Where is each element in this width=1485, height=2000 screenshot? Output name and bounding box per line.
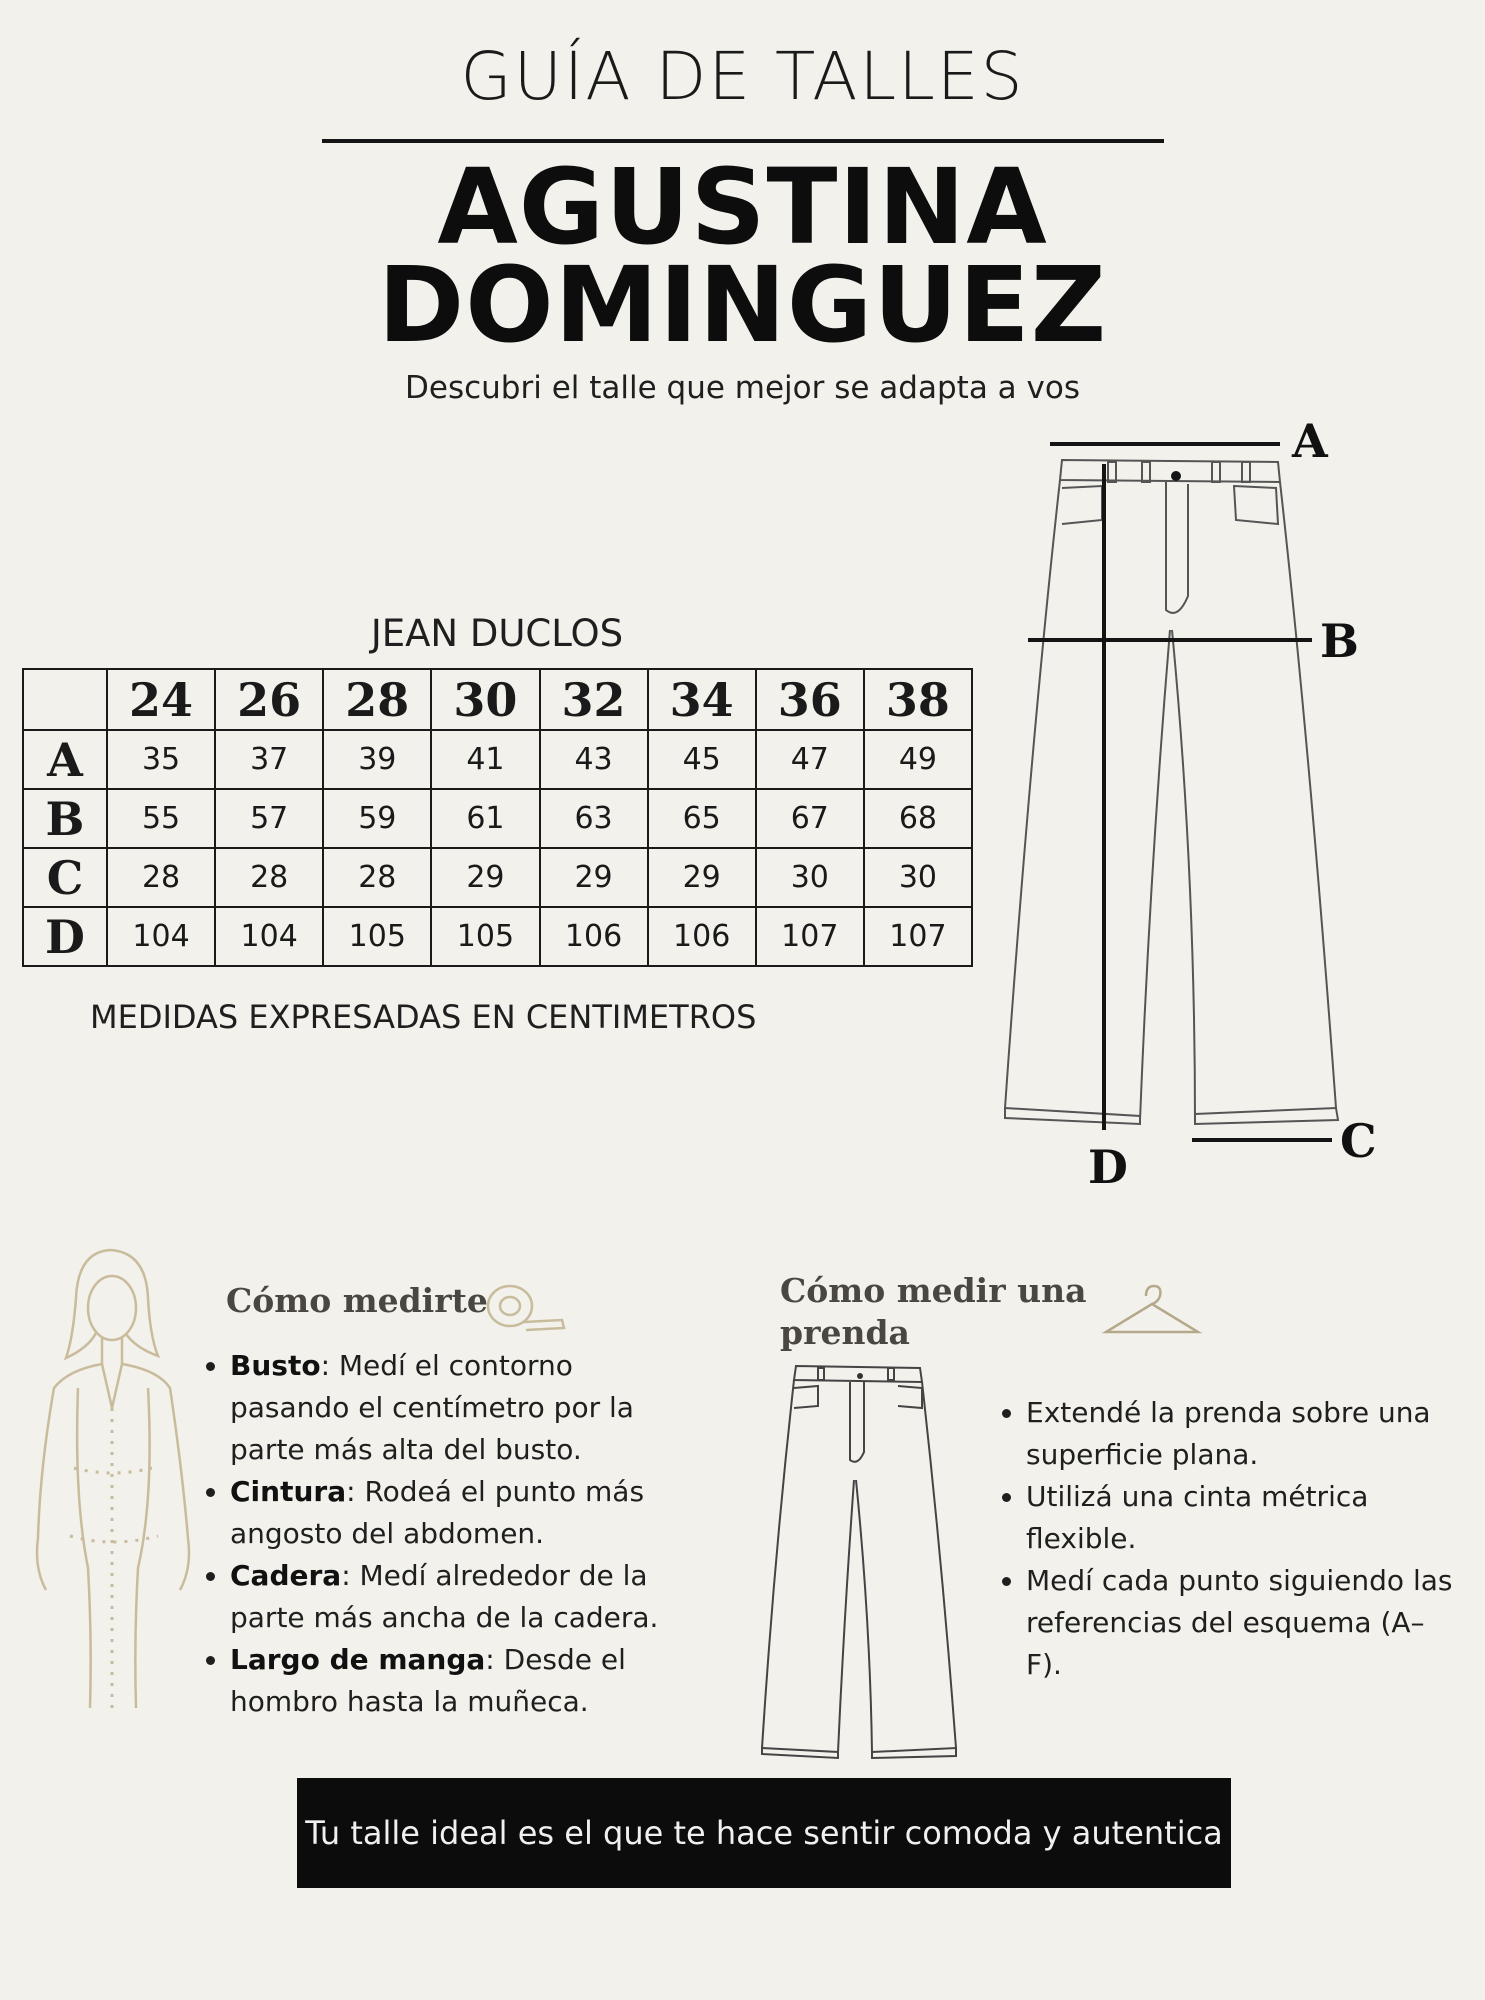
measure-cell: 28 [107,848,215,907]
measure-cell: 107 [756,907,864,966]
table-row [23,730,972,789]
measure-cell: 104 [107,907,215,966]
measure-cell: 106 [540,907,648,966]
table-row [23,907,972,966]
measure-cell: 104 [215,907,323,966]
units-note: MEDIDAS EXPRESADAS EN CENTIMETROS [90,998,757,1036]
how-to-measure-title: Cómo medirte [226,1281,488,1320]
measure-cell: 107 [864,907,972,966]
hanger-icon [1100,1282,1204,1340]
measure-cell: 28 [323,848,431,907]
measure-cell: 47 [756,730,864,789]
list-item: • Utilizá una cinta métrica flexible. [1026,1476,1456,1560]
guide-title: GUÍA DE TALLES [460,38,1025,115]
list-item: • Extendé la prenda sobre una superficie plana. [1026,1392,1456,1476]
product-name: JEAN DUCLOS [370,612,624,655]
diagram-label-d: D [1088,1140,1128,1194]
measure-cell: 41 [431,730,539,789]
measure-cell: 30 [864,848,972,907]
size-header: 34 [648,669,756,730]
item-text: : Desde el hombro hasta la muñeca. [230,1643,626,1718]
measure-cell: 57 [215,789,323,848]
measure-cell: 55 [107,789,215,848]
size-header: 32 [540,669,648,730]
brand-name [0,146,1485,366]
measure-cell: 29 [540,848,648,907]
measure-cell: 45 [648,730,756,789]
size-header: 24 [107,669,215,730]
term-cintura: Cintura [230,1475,347,1508]
measure-cell: 65 [648,789,756,848]
measure-cell: 29 [431,848,539,907]
measure-cell: 37 [215,730,323,789]
brand-line-2: DOMINGUEZ [377,244,1108,366]
how-to-measure-list [200,1345,700,1723]
title-divider [322,139,1164,143]
item-text: : Medí alrededor de la parte más ancha de la cadera. [230,1559,659,1634]
measure-cell: 49 [864,730,972,789]
button-icon [1171,471,1181,481]
item-text: : Medí el contorno pasando el centímetro por la parte más alta del busto. [230,1349,634,1466]
subtitle: Descubri el talle que mejor se adapta a vos [405,370,1080,406]
footer-text: Tu talle ideal es el que te hace sentir comoda y autentica [305,1814,1223,1852]
item-text: : Rodeá el punto más angosto del abdomen. [230,1475,645,1550]
diagram-label-c: C [1340,1114,1377,1168]
woman-figure-icon [18,1238,208,1708]
list-item: • Medí cada punto siguiendo las referencias del esquema (A–F). [1026,1560,1456,1686]
measure-cell: 105 [323,907,431,966]
brand-line-1: AGUSTINA [437,146,1048,268]
measure-cell: 61 [431,789,539,848]
size-header: 38 [864,669,972,730]
list-item [230,1639,700,1723]
list-item [230,1471,700,1555]
garment-title-line-2: prenda [780,1313,910,1352]
measure-cell: 105 [431,907,539,966]
garment-title-line-1: Cómo medir una [780,1271,1087,1310]
term-busto: Busto [230,1349,321,1382]
term-cadera: Cadera [230,1559,342,1592]
measure-cell: 59 [323,789,431,848]
measure-cell: 30 [756,848,864,907]
measure-cell: 39 [323,730,431,789]
size-header: 36 [756,669,864,730]
jeans-sketch-icon [756,1360,966,1760]
garment-measure-title [780,1270,1086,1354]
measure-cell: 43 [540,730,648,789]
list-item [230,1345,700,1471]
diagram-label-b: B [1320,614,1359,668]
corner-cell [23,669,107,730]
table-row [23,848,972,907]
size-header: 30 [431,669,539,730]
table-row [23,789,972,848]
measure-cell: 68 [864,789,972,848]
diagram-label-a: A [1292,414,1328,468]
garment-measure-list [996,1392,1456,1686]
jeans-sketch [1005,460,1338,1124]
measure-cell: 63 [540,789,648,848]
measure-cell: 29 [648,848,756,907]
measuring-tape-icon [484,1280,568,1332]
measure-cell: 35 [107,730,215,789]
size-header: 28 [323,669,431,730]
row-label: C [23,848,107,907]
row-label: A [23,730,107,789]
measure-cell: 28 [215,848,323,907]
size-header-row [23,669,972,730]
measure-cell: 106 [648,907,756,966]
size-table [22,668,973,967]
size-header: 26 [215,669,323,730]
row-label: D [23,907,107,966]
list-item [230,1555,700,1639]
row-label: B [23,789,107,848]
measure-cell: 67 [756,789,864,848]
footer-banner [297,1778,1231,1888]
term-largo-manga: Largo de manga [230,1643,486,1676]
jeans-measurement-diagram-icon [990,420,1410,1180]
